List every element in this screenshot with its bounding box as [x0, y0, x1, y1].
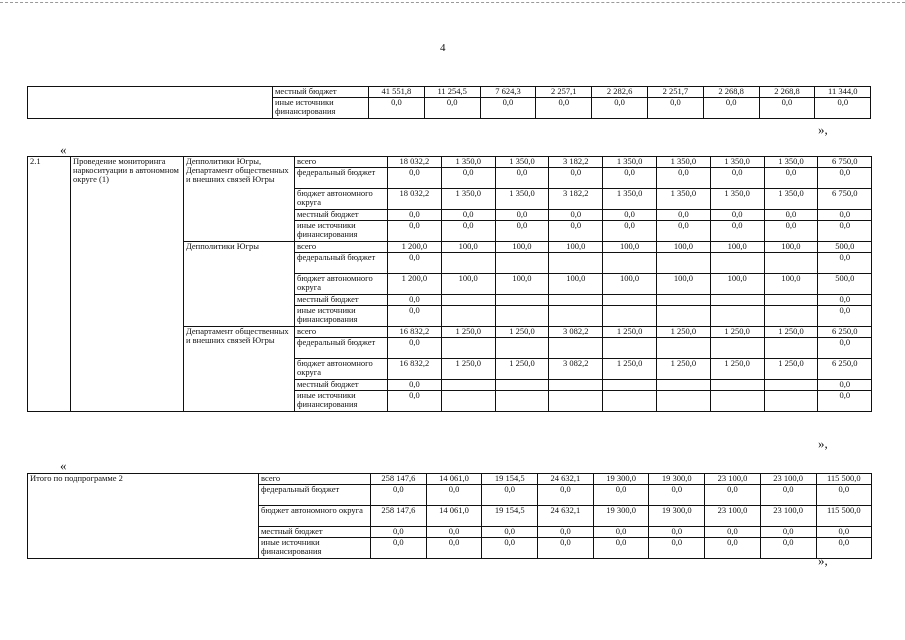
- value-cell: 0,0: [549, 210, 603, 221]
- table-row: [28, 157, 872, 168]
- value-cell: 0,0: [649, 485, 705, 506]
- value-cell: [495, 391, 549, 412]
- value-cell: 100,0: [656, 274, 710, 295]
- value-cell: 0,0: [647, 98, 703, 119]
- value-cell: 0,0: [388, 210, 442, 221]
- value-cell: 41 551,8: [369, 87, 425, 98]
- value-cell: 0,0: [482, 527, 538, 538]
- value-cell: 0,0: [482, 485, 538, 506]
- value-cell: 0,0: [388, 338, 442, 359]
- value-cell: 1 250,0: [603, 359, 657, 380]
- value-cell: 1 350,0: [495, 189, 549, 210]
- value-cell: 100,0: [549, 242, 603, 253]
- source-label: бюджет автономного округа: [295, 189, 388, 210]
- value-cell: 0,0: [818, 306, 872, 327]
- section-name: Проведение мониторинга наркоситуации в автономном округе (1): [71, 157, 184, 412]
- value-cell: [495, 380, 549, 391]
- value-cell: [603, 380, 657, 391]
- value-cell: 0,0: [593, 527, 649, 538]
- value-cell: 14 061,0: [426, 506, 482, 527]
- value-cell: 0,0: [538, 485, 594, 506]
- value-cell: [441, 380, 495, 391]
- value-cell: 0,0: [441, 210, 495, 221]
- value-cell: 19 154,5: [482, 474, 538, 485]
- value-cell: [603, 295, 657, 306]
- value-cell: 0,0: [649, 527, 705, 538]
- value-cell: 19 300,0: [593, 506, 649, 527]
- value-cell: 0,0: [388, 221, 442, 242]
- value-cell: [549, 391, 603, 412]
- value-cell: 0,0: [441, 221, 495, 242]
- value-cell: 100,0: [441, 274, 495, 295]
- source-label: федеральный бюджет: [295, 338, 388, 359]
- value-cell: 0,0: [818, 253, 872, 274]
- value-cell: 0,0: [816, 527, 872, 538]
- value-cell: 1 350,0: [656, 157, 710, 168]
- value-cell: [764, 338, 818, 359]
- value-cell: 0,0: [536, 98, 592, 119]
- value-cell: 1 350,0: [603, 157, 657, 168]
- value-cell: [710, 295, 764, 306]
- value-cell: 100,0: [764, 274, 818, 295]
- source-label: местный бюджет: [295, 380, 388, 391]
- closing-quote: »,: [818, 122, 828, 137]
- continuation-table: [27, 86, 871, 119]
- value-cell: 1 350,0: [495, 157, 549, 168]
- value-cell: 0,0: [549, 168, 603, 189]
- value-cell: [549, 380, 603, 391]
- value-cell: 0,0: [388, 295, 442, 306]
- value-cell: 7 624,3: [480, 87, 536, 98]
- value-cell: 100,0: [656, 242, 710, 253]
- value-cell: 0,0: [495, 210, 549, 221]
- value-cell: 2 268,8: [703, 87, 759, 98]
- value-cell: 18 032,2: [388, 157, 442, 168]
- value-cell: 19 300,0: [593, 474, 649, 485]
- value-cell: [441, 391, 495, 412]
- value-cell: 100,0: [603, 242, 657, 253]
- source-label: местный бюджет: [295, 210, 388, 221]
- value-cell: 115 500,0: [816, 506, 872, 527]
- value-cell: [710, 391, 764, 412]
- value-cell: 14 061,0: [426, 474, 482, 485]
- value-cell: 0,0: [764, 210, 818, 221]
- value-cell: 500,0: [818, 274, 872, 295]
- value-cell: 0,0: [538, 527, 594, 538]
- value-cell: 0,0: [764, 221, 818, 242]
- value-cell: 0,0: [818, 221, 872, 242]
- value-cell: 100,0: [495, 274, 549, 295]
- value-cell: [764, 306, 818, 327]
- value-cell: 0,0: [815, 98, 871, 119]
- value-cell: 0,0: [482, 538, 538, 559]
- value-cell: 1 250,0: [441, 327, 495, 338]
- value-cell: 0,0: [764, 168, 818, 189]
- closing-quote-3: »,: [818, 553, 828, 568]
- value-cell: [495, 338, 549, 359]
- value-cell: 1 250,0: [710, 359, 764, 380]
- value-cell: 0,0: [549, 221, 603, 242]
- value-cell: 0,0: [818, 391, 872, 412]
- value-cell: [656, 306, 710, 327]
- source-label: всего: [295, 327, 388, 338]
- source-label: иные источники финансирования: [295, 221, 388, 242]
- value-cell: 0,0: [371, 485, 427, 506]
- source-label: бюджет автономного округа: [295, 274, 388, 295]
- value-cell: 0,0: [495, 168, 549, 189]
- value-cell: 23 100,0: [705, 474, 761, 485]
- closing-quote-2: »,: [818, 436, 828, 451]
- section-number: 2.1: [28, 157, 71, 412]
- value-cell: [656, 391, 710, 412]
- value-cell: 0,0: [426, 485, 482, 506]
- value-cell: 0,0: [480, 98, 536, 119]
- value-cell: [656, 253, 710, 274]
- value-cell: 0,0: [818, 168, 872, 189]
- value-cell: 1 200,0: [388, 242, 442, 253]
- value-cell: 1 350,0: [603, 189, 657, 210]
- scan-border: [0, 2, 905, 3]
- value-cell: 19 300,0: [649, 506, 705, 527]
- executor-name: Депполитики Югры, Департамент общественных и внешних связей Югры: [184, 157, 295, 242]
- value-cell: [764, 391, 818, 412]
- value-cell: 100,0: [764, 242, 818, 253]
- value-cell: 258 147,6: [371, 474, 427, 485]
- value-cell: 115 500,0: [816, 474, 872, 485]
- value-cell: 3 082,2: [549, 327, 603, 338]
- value-cell: 0,0: [710, 168, 764, 189]
- value-cell: 0,0: [593, 485, 649, 506]
- value-cell: 2 257,1: [536, 87, 592, 98]
- source-label: федеральный бюджет: [259, 485, 371, 506]
- value-cell: [710, 253, 764, 274]
- value-cell: 0,0: [818, 380, 872, 391]
- value-cell: 16 832,2: [388, 327, 442, 338]
- value-cell: 0,0: [760, 485, 816, 506]
- value-cell: 0,0: [816, 538, 872, 559]
- value-cell: [549, 295, 603, 306]
- value-cell: [764, 380, 818, 391]
- value-cell: 19 300,0: [649, 474, 705, 485]
- value-cell: 0,0: [592, 98, 648, 119]
- source-label: иные источники финансирования: [259, 538, 371, 559]
- value-cell: 0,0: [818, 295, 872, 306]
- value-cell: 0,0: [426, 527, 482, 538]
- value-cell: 23 100,0: [760, 474, 816, 485]
- value-cell: 258 147,6: [371, 506, 427, 527]
- opening-quote: «: [60, 142, 67, 157]
- value-cell: [710, 338, 764, 359]
- value-cell: 0,0: [705, 527, 761, 538]
- value-cell: 0,0: [538, 538, 594, 559]
- value-cell: 100,0: [710, 242, 764, 253]
- table-row: [28, 474, 872, 485]
- total-title: Итого по подпрограмме 2: [28, 474, 259, 559]
- value-cell: 1 350,0: [656, 189, 710, 210]
- value-cell: 11 344,0: [815, 87, 871, 98]
- value-cell: 0,0: [371, 538, 427, 559]
- value-cell: 0,0: [710, 221, 764, 242]
- value-cell: 0,0: [388, 168, 442, 189]
- value-cell: 0,0: [388, 391, 442, 412]
- value-cell: 1 350,0: [441, 157, 495, 168]
- total-table: [27, 473, 872, 559]
- value-cell: 6 750,0: [818, 189, 872, 210]
- source-label: бюджет автономного округа: [259, 506, 371, 527]
- value-cell: 100,0: [710, 274, 764, 295]
- value-cell: 0,0: [369, 98, 425, 119]
- value-cell: 1 350,0: [764, 157, 818, 168]
- value-cell: 500,0: [818, 242, 872, 253]
- value-cell: [495, 253, 549, 274]
- value-cell: 1 350,0: [441, 189, 495, 210]
- source-label: всего: [259, 474, 371, 485]
- value-cell: 1 250,0: [764, 359, 818, 380]
- source-label: местный бюджет: [259, 527, 371, 538]
- value-cell: 6 750,0: [818, 157, 872, 168]
- value-cell: [603, 391, 657, 412]
- value-cell: 2 251,7: [647, 87, 703, 98]
- source-label: иные источники финансирования: [295, 391, 388, 412]
- value-cell: 0,0: [818, 338, 872, 359]
- value-cell: 1 250,0: [656, 327, 710, 338]
- source-label: федеральный бюджет: [295, 253, 388, 274]
- value-cell: 1 250,0: [603, 327, 657, 338]
- source-label: местный бюджет: [273, 87, 369, 98]
- section-table: [27, 156, 872, 412]
- value-cell: 0,0: [603, 210, 657, 221]
- value-cell: 11 254,5: [424, 87, 480, 98]
- value-cell: [710, 306, 764, 327]
- source-label: всего: [295, 157, 388, 168]
- value-cell: 19 154,5: [482, 506, 538, 527]
- value-cell: 0,0: [441, 168, 495, 189]
- value-cell: 2 268,8: [759, 87, 815, 98]
- value-cell: 23 100,0: [705, 506, 761, 527]
- value-cell: [441, 295, 495, 306]
- value-cell: 0,0: [816, 485, 872, 506]
- value-cell: [441, 253, 495, 274]
- value-cell: [710, 380, 764, 391]
- source-label: федеральный бюджет: [295, 168, 388, 189]
- value-cell: 0,0: [388, 380, 442, 391]
- value-cell: 1 250,0: [495, 327, 549, 338]
- value-cell: [656, 295, 710, 306]
- value-cell: [549, 253, 603, 274]
- value-cell: 24 632,1: [538, 506, 594, 527]
- value-cell: 0,0: [760, 538, 816, 559]
- value-cell: 0,0: [649, 538, 705, 559]
- value-cell: 0,0: [603, 168, 657, 189]
- value-cell: 0,0: [388, 253, 442, 274]
- value-cell: [495, 306, 549, 327]
- value-cell: 6 250,0: [818, 327, 872, 338]
- value-cell: 0,0: [388, 306, 442, 327]
- value-cell: 1 250,0: [710, 327, 764, 338]
- value-cell: 100,0: [495, 242, 549, 253]
- value-cell: 0,0: [603, 221, 657, 242]
- value-cell: [495, 295, 549, 306]
- value-cell: 0,0: [818, 210, 872, 221]
- value-cell: 1 350,0: [710, 189, 764, 210]
- value-cell: 3 182,2: [549, 189, 603, 210]
- value-cell: 0,0: [495, 221, 549, 242]
- value-cell: [441, 338, 495, 359]
- value-cell: 0,0: [703, 98, 759, 119]
- value-cell: 0,0: [705, 485, 761, 506]
- value-cell: 0,0: [760, 527, 816, 538]
- source-label: иные источники финансирования: [273, 98, 369, 119]
- value-cell: 1 250,0: [495, 359, 549, 380]
- value-cell: 0,0: [656, 168, 710, 189]
- page-number: 4: [440, 42, 446, 54]
- executor-name: Депполитики Югры: [184, 242, 295, 327]
- value-cell: 3 182,2: [549, 157, 603, 168]
- value-cell: 0,0: [705, 538, 761, 559]
- value-cell: [764, 253, 818, 274]
- source-label: бюджет автономного округа: [295, 359, 388, 380]
- value-cell: 24 632,1: [538, 474, 594, 485]
- value-cell: 16 832,2: [388, 359, 442, 380]
- value-cell: 1 350,0: [764, 189, 818, 210]
- value-cell: 0,0: [426, 538, 482, 559]
- value-cell: 1 250,0: [656, 359, 710, 380]
- value-cell: [603, 253, 657, 274]
- value-cell: 0,0: [593, 538, 649, 559]
- value-cell: 1 350,0: [710, 157, 764, 168]
- table-row: [28, 87, 871, 98]
- value-cell: [656, 338, 710, 359]
- value-cell: 0,0: [656, 210, 710, 221]
- value-cell: 100,0: [603, 274, 657, 295]
- value-cell: [656, 380, 710, 391]
- value-cell: 100,0: [549, 274, 603, 295]
- value-cell: 3 082,2: [549, 359, 603, 380]
- value-cell: [441, 306, 495, 327]
- value-cell: 6 250,0: [818, 359, 872, 380]
- value-cell: 0,0: [656, 221, 710, 242]
- value-cell: 0,0: [424, 98, 480, 119]
- value-cell: 1 250,0: [764, 327, 818, 338]
- value-cell: 0,0: [759, 98, 815, 119]
- value-cell: 0,0: [371, 527, 427, 538]
- executor-name: Департамент общественных и внешних связей Югры: [184, 327, 295, 412]
- value-cell: [603, 306, 657, 327]
- opening-quote-2: «: [60, 458, 67, 473]
- value-cell: 2 282,6: [592, 87, 648, 98]
- value-cell: [549, 338, 603, 359]
- source-label: иные источники финансирования: [295, 306, 388, 327]
- source-label: всего: [295, 242, 388, 253]
- value-cell: 0,0: [710, 210, 764, 221]
- value-cell: [603, 338, 657, 359]
- value-cell: [549, 306, 603, 327]
- value-cell: 1 250,0: [441, 359, 495, 380]
- value-cell: 100,0: [441, 242, 495, 253]
- source-label: местный бюджет: [295, 295, 388, 306]
- value-cell: 23 100,0: [760, 506, 816, 527]
- value-cell: 1 200,0: [388, 274, 442, 295]
- value-cell: [764, 295, 818, 306]
- value-cell: 18 032,2: [388, 189, 442, 210]
- blank-cell: [28, 87, 273, 119]
